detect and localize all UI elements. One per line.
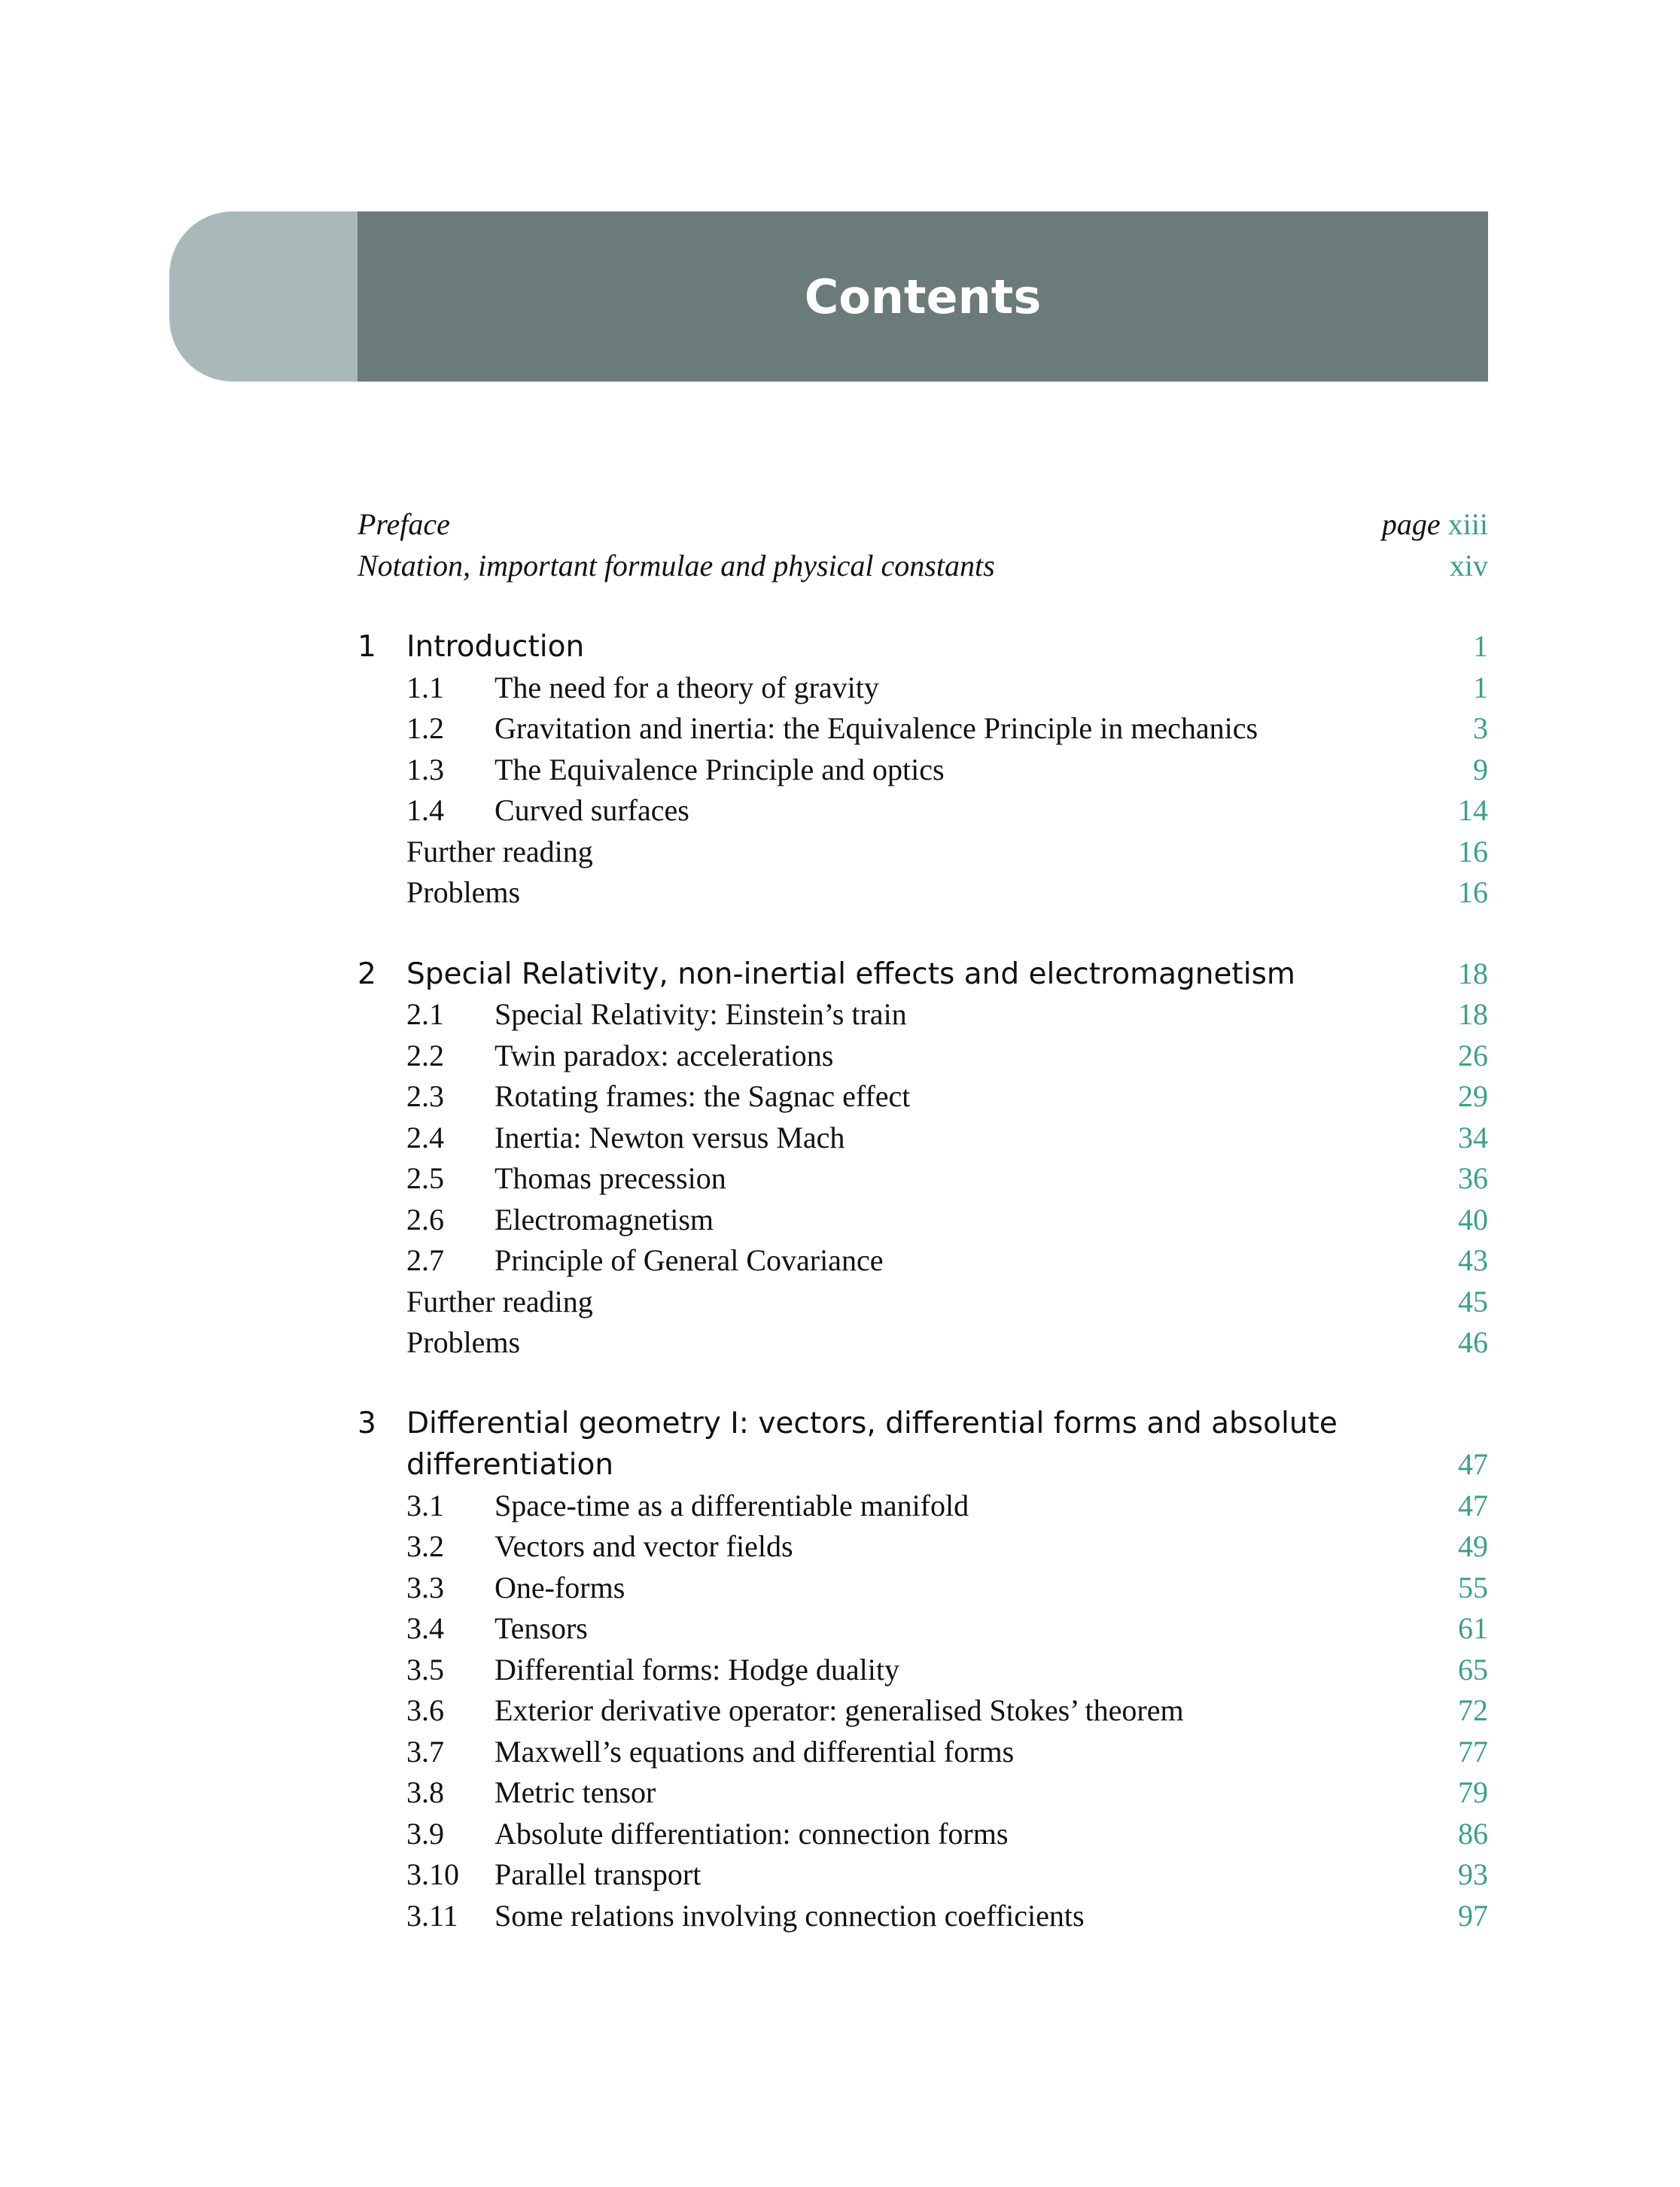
section-title: The need for a theory of gravity [495,670,879,704]
toc-section[interactable] [358,790,1488,832]
toc-section[interactable] [358,668,1488,709]
section-number: 3.2 [406,1529,444,1563]
page-number: xiv [1449,548,1488,582]
section-number: 1.4 [406,793,444,827]
section-number: 2.2 [406,1038,444,1072]
toc-section[interactable] [358,1568,1488,1609]
section-title: Twin paradox: accelerations [495,1038,834,1072]
toc-section[interactable] [358,1118,1488,1159]
toc-section[interactable] [358,1486,1488,1527]
toc-section[interactable] [358,1526,1488,1568]
toc-section[interactable] [358,750,1488,791]
toc-section[interactable] [358,708,1488,750]
page-number: 16 [1458,875,1488,909]
section-title: The Equivalence Principle and optics [495,752,945,786]
table-of-contents [358,504,1488,1936]
page-number: 29 [1458,1079,1488,1113]
toc-chapter-3[interactable] [358,1404,1488,1445]
chapter-number: 3 [358,1406,376,1440]
entry-title: Notation, important formulae and physical constants [358,548,995,582]
page-number: 16 [1458,834,1488,868]
page-number: 43 [1458,1243,1488,1277]
page-number: 55 [1458,1570,1488,1605]
section-title: Maxwell’s equations and differential forms [495,1734,1015,1769]
chapter-title-line-2: differentiation [406,1448,614,1482]
banner-tab [169,211,365,382]
section-title: Tensors [495,1611,588,1645]
page-number: 65 [1458,1652,1488,1687]
page-number: 18 [1458,956,1488,990]
page-number: 49 [1458,1529,1488,1563]
toc-section[interactable] [358,1036,1488,1077]
toc-chapter-1[interactable] [358,626,1488,668]
toc-entry-notation[interactable] [358,546,1488,587]
section-number: 2.3 [406,1079,444,1113]
page-number: 40 [1458,1202,1488,1236]
page-title: Contents [804,269,1042,324]
page-number: 46 [1458,1325,1488,1359]
section-number: 3.9 [406,1816,444,1851]
page-number: 36 [1458,1161,1488,1195]
toc-problems[interactable] [358,872,1488,914]
section-number: 2.7 [406,1243,444,1277]
section-number: 1.1 [406,670,444,704]
page-number: 34 [1458,1120,1488,1154]
toc-section[interactable] [358,1896,1488,1937]
entry-title: Preface [358,507,450,541]
page-number: xiii [1447,507,1488,541]
chapter-title: Special Relativity, non-inertial effects and electromagnetism [406,957,1295,991]
section-number: 3.10 [406,1857,459,1891]
section-number: 3.5 [406,1652,444,1687]
section-number: 3.1 [406,1488,444,1522]
section-number: 2.4 [406,1120,444,1154]
page-number: 1 [1473,670,1488,704]
section-number: 3.8 [406,1775,444,1809]
toc-section[interactable] [358,1814,1488,1855]
section-title: Absolute differentiation: connection forms [495,1816,1009,1851]
entry-title: Problems [406,1325,521,1359]
page-number: 14 [1458,793,1488,827]
section-number: 2.6 [406,1202,444,1236]
section-title: Gravitation and inertia: the Equivalence Principle in mechanics [495,711,1258,745]
page-number: 3 [1473,711,1488,745]
section-title: Parallel transport [495,1857,702,1891]
toc-further-reading[interactable] [358,832,1488,873]
section-number: 3.11 [406,1898,458,1933]
entry-title: Further reading [406,1284,593,1319]
section-number: 2.1 [406,997,444,1031]
toc-entry-preface[interactable] [358,504,1488,546]
entry-title: Problems [406,875,521,909]
chapter-number: 1 [358,630,376,664]
entry-title: Further reading [406,834,593,868]
section-number: 2.5 [406,1161,444,1195]
toc-further-reading[interactable] [358,1282,1488,1323]
section-title: Exterior derivative operator: generalised Stokes’ theorem [495,1693,1184,1727]
page-prefix: page [1381,507,1441,541]
toc-section[interactable] [358,1854,1488,1896]
toc-problems[interactable] [358,1322,1488,1364]
toc-section[interactable] [358,1200,1488,1241]
toc-section[interactable] [358,1240,1488,1282]
page-number: 1 [1473,629,1488,663]
chapter-title: Introduction [406,630,585,664]
section-title: Differential forms: Hodge duality [495,1652,900,1687]
toc-section[interactable] [358,1772,1488,1814]
page-number: 72 [1458,1693,1488,1727]
toc-section[interactable] [358,994,1488,1036]
section-title: Metric tensor [495,1775,656,1809]
section-title: Rotating frames: the Sagnac effect [495,1079,911,1113]
page-number: 47 [1458,1447,1488,1481]
section-title: Thomas precession [495,1161,726,1195]
section-title: Electromagnetism [495,1202,714,1236]
page-number: 86 [1458,1816,1488,1851]
page-number: 18 [1458,997,1488,1031]
toc-section[interactable] [358,1608,1488,1650]
section-title: Curved surfaces [495,793,689,827]
chapter-title-line-1: Differential geometry I: vectors, differential forms and absolute [406,1406,1338,1440]
page-number: 9 [1473,752,1488,786]
section-title: One-forms [495,1570,625,1605]
toc-chapter-3-continued[interactable] [358,1444,1488,1486]
page-number: 93 [1458,1857,1488,1891]
page-number: 26 [1458,1038,1488,1072]
page-number: 77 [1458,1734,1488,1769]
toc-chapter-2[interactable] [358,954,1488,995]
section-number: 1.3 [406,752,444,786]
section-title: Space-time as a differentiable manifold [495,1488,969,1522]
toc-section[interactable] [358,1076,1488,1118]
section-title: Vectors and vector fields [495,1529,793,1563]
page-number: 47 [1458,1488,1488,1522]
section-number: 1.2 [406,711,444,745]
section-title: Inertia: Newton versus Mach [495,1120,845,1154]
section-title: Some relations involving connection coefficients [495,1898,1085,1933]
section-title: Principle of General Covariance [495,1243,884,1277]
toc-section[interactable] [358,1690,1488,1732]
section-title: Special Relativity: Einstein’s train [495,997,907,1031]
page-number: 79 [1458,1775,1488,1809]
page-number: 61 [1458,1611,1488,1645]
section-number: 3.4 [406,1611,444,1645]
page-number: 45 [1458,1284,1488,1319]
toc-section[interactable] [358,1158,1488,1200]
page-number: 97 [1458,1898,1488,1933]
section-number: 3.3 [406,1570,444,1605]
section-number: 3.7 [406,1734,444,1769]
section-number: 3.6 [406,1693,444,1727]
chapter-number: 2 [358,957,376,991]
toc-section[interactable] [358,1650,1488,1691]
toc-section[interactable] [358,1732,1488,1773]
